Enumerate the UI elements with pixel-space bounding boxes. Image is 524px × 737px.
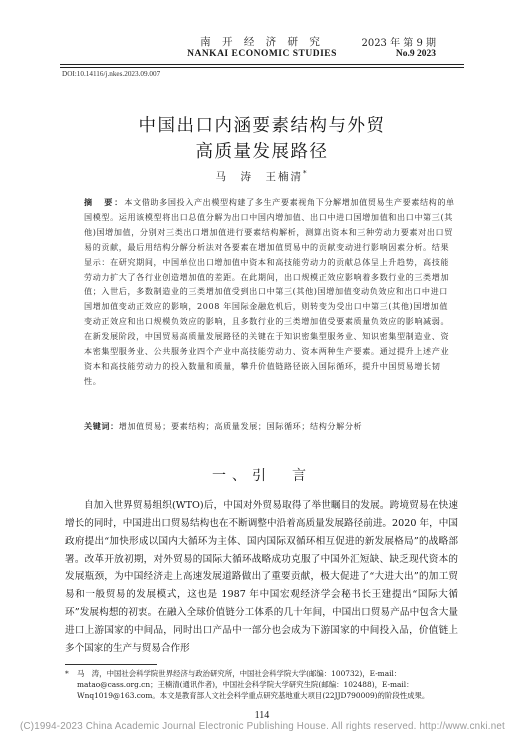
- header-rule-thin: [60, 67, 464, 68]
- keywords-text: 增加值贸易；要素结构；高质量发展；国际循环；结构分解分析: [118, 421, 363, 431]
- journal-title-cn: 南 开 经 济 研 究: [200, 36, 324, 48]
- abstract-label: 摘 要：: [84, 197, 125, 207]
- section-heading: 一、引 言: [212, 468, 312, 484]
- footnote-text: 马 涛，中国社会科学院世界经济与政治研究所，中国社会科学院大学(邮编：100732)，E-mail：matao@cass.org.cn；王楠清(通讯作者)，中国社会科学院大学研究生院(邮编：102488)，E-mail：Wnq1019@163.com。本文是教育部人文社会科学重点研究基地重大项目(22JJD790009)的阶段性成果。: [77, 669, 430, 701]
- journal-title-en: NANKAI ECONOMIC STUDIES: [187, 49, 337, 59]
- body-paragraph: 自加入世界贸易组织(WTO)后，中国对外贸易取得了举世瞩目的发展。跨境贸易在快速增长的同时，中国进出口贸易结构也在不断调整中沿着高质量发展路径前进。2020 年，中国政府提出“加快形成以国内大循环为主体、国内国际双循环相互促进的新发展格局”的战略部署。改革开放初期，对外贸易的国际大循环战略成功克服了中国外汇短缺、缺乏现代资本的发展瓶颈，为中国经济走上高速发展道路做出了重要贡献，极大促进了“大进大出”的加工贸易和一般贸易的发展模式，这也是 1987 年中国宏观经济学会秘书长王建提出“国际大循环”发展构想的初衷。在融入全球价值链分工体系的几十年间，中国出口贸易产品中包含大量进口上游国家的中间品，同时出口产品中一部分也会成为下游国家的中间投入品，价值链上多个国家的生产与贸易合作形: [65, 500, 458, 654]
- author-names: 马 涛 王楠清: [215, 171, 303, 183]
- keywords: [84, 419, 456, 433]
- issue-info-cn: 2023 年 第 9 期: [361, 38, 436, 49]
- keywords-label: 关键词：: [84, 421, 119, 431]
- footnote-rule: [65, 664, 157, 665]
- footnote: [65, 668, 461, 702]
- copyright-watermark: (C)1994-2023 China Academic Journal Electronic Publishing House. All rights reserved. http://www.cnki.net: [20, 721, 505, 732]
- article-title-line-1: 中国出口内涵要素结构与外贸: [138, 116, 386, 136]
- article-title-line-2: 高质量发展路径: [195, 142, 329, 162]
- header-rule-thick: [60, 64, 464, 65]
- abstract-text: 本文借助多国投入产出模型构建了多生产要素视角下分解增加值贸易生产要素结构的单国模型。运用该模型将出口总值分解为出口中国内增加值、出口中进口国增加值和出口中第三(其他)国增加值，分别对三类出口增加值进行要素结构解析，测算出资本和三种劳动力要素对出口贸易的贡献，最后用结构分解分析法对各要素在增加值贸易中的贡献变动进行影响因素分析。结果显示：在研究期间，中国单位出口增加值中资本和高技能劳动力的贡献总体呈上升趋势，高技能劳动力扩大了各行业创造增加值的差距。在此期间，出口规模正效应影响着多数行业的三类增加值；入世后，多数制造业的三类增加值受到出口中第三(其他)国增加值变动负效应和出口中进口国增加值变动正效应的影响，2008 年国际金融危机后，则转变为受出口中第三(其他)国增加值变动正效应和出口规模负效应的影响，且多数行业的三类增加值受要素质量负效应的影响减弱。在新发展阶段，中国贸易高质量发展路径的关键在于知识密集型服务业、知识密集型制造业、资本密集型服务业、公共服务业四个产业中高技能劳动力、资本两种生产要素。通过提升上述产业资本和高技能劳动力的投入数量和质量，攀升价值链路径嵌入国际循环，提升中国贸易增长韧性。: [84, 197, 455, 386]
- page-number: 114: [254, 710, 270, 721]
- abstract: [84, 195, 456, 389]
- author-footnote-mark[interactable]: *: [303, 169, 309, 178]
- authors: [0, 169, 524, 184]
- doi[interactable]: DOI:10.14116/j.nkes.2023.09.007: [62, 70, 161, 78]
- issue-info-en: No.9 2023: [395, 49, 436, 59]
- footnote-mark: *: [65, 669, 69, 678]
